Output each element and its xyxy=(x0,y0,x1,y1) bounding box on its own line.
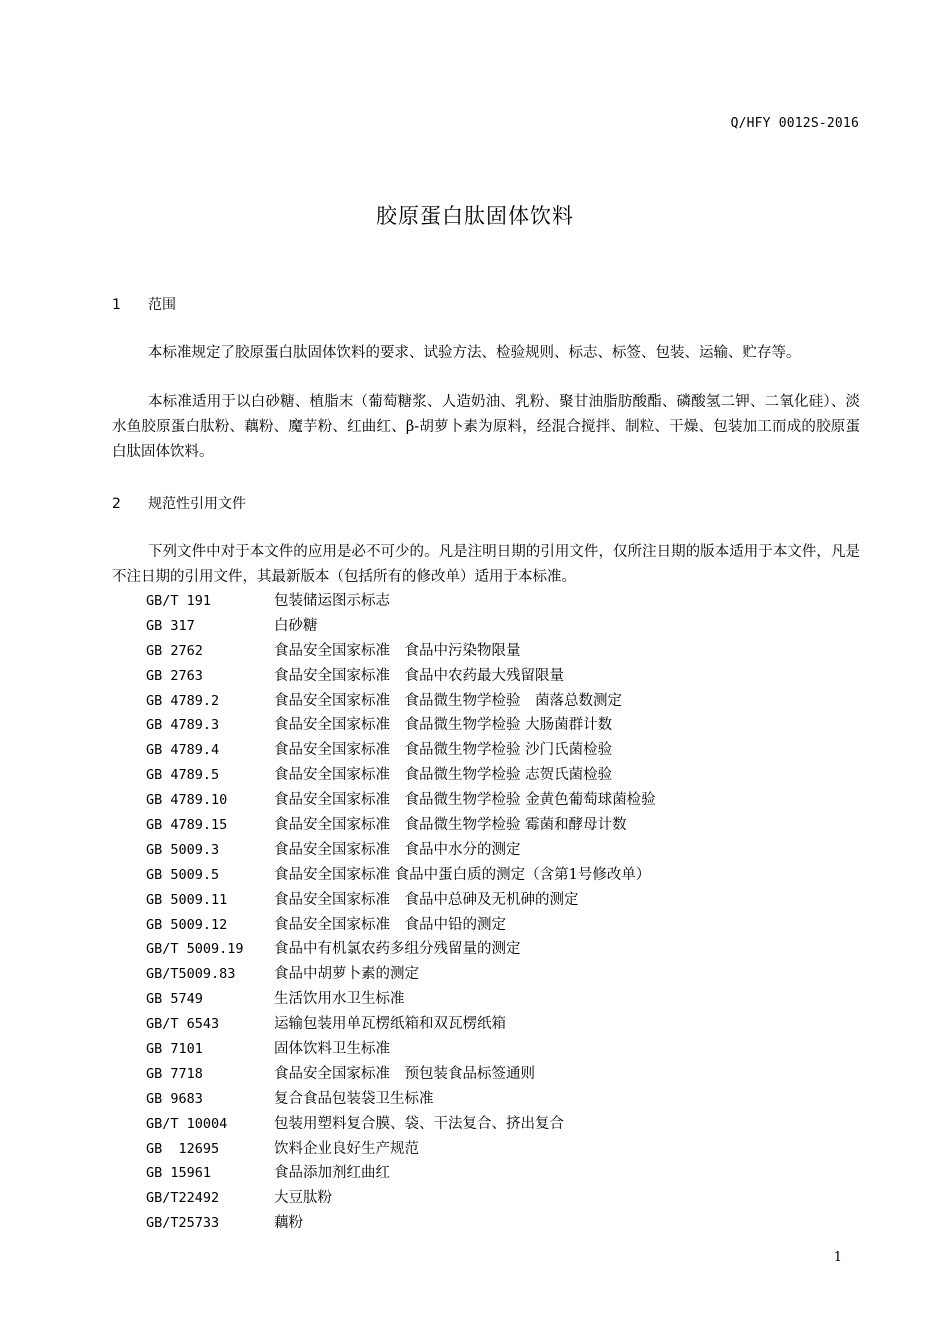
reference-code: GB 5009.12 xyxy=(146,916,228,933)
reference-item xyxy=(146,713,656,738)
reference-code: GB 4789.10 xyxy=(146,792,228,809)
reference-title: 食品安全国家标准 食品中蛋白质的测定（含第1号修改单） xyxy=(274,866,651,883)
reference-code: GB/T 5009.19 xyxy=(146,941,244,958)
reference-code: GB 7101 xyxy=(146,1041,203,1058)
reference-title: 食品安全国家标准 食品中铅的测定 xyxy=(274,916,506,933)
reference-title: 白砂糖 xyxy=(274,617,318,634)
section-title: 规范性引用文件 xyxy=(148,496,246,512)
reference-code: GB 4789.2 xyxy=(146,692,220,709)
reference-code: GB 5009.5 xyxy=(146,866,220,883)
section-number: 1 xyxy=(112,297,121,313)
reference-item xyxy=(146,788,656,813)
reference-title: 食品安全国家标准 食品中总砷及无机砷的测定 xyxy=(274,891,579,908)
section-heading-normative-references xyxy=(112,493,246,513)
reference-title: 包装用塑料复合膜、袋、干法复合、挤出复合 xyxy=(274,1115,564,1132)
reference-code: GB 12695 xyxy=(146,1140,220,1157)
reference-item xyxy=(146,1112,656,1137)
reference-title: 食品安全国家标准 食品微生物学检验 霉菌和酵母计数 xyxy=(274,817,627,834)
reference-title: 食品安全国家标准 食品中污染物限量 xyxy=(274,642,521,659)
reference-list xyxy=(146,589,656,1236)
reference-title: 生活饮用水卫生标准 xyxy=(274,991,405,1008)
reference-title: 食品安全国家标准 食品中农药最大残留限量 xyxy=(274,667,564,684)
reference-code: GB/T22492 xyxy=(146,1190,220,1207)
reference-code: GB 317 xyxy=(146,617,195,634)
reference-item xyxy=(146,888,656,913)
reference-item xyxy=(146,987,656,1012)
reference-code: GB 4789.5 xyxy=(146,767,220,784)
reference-item xyxy=(146,1137,656,1162)
reference-item xyxy=(146,838,656,863)
reference-title: 饮料企业良好生产规范 xyxy=(274,1140,419,1157)
scope-paragraph: 本标准适用于以白砂糖、植脂末（葡萄糖浆、人造奶油、乳粉、聚甘油脂肪酸酯、磷酸氢二钾、二氧化硅）、淡水鱼胶原蛋白肽粉、藕粉、魔芋粉、红曲红、β-胡萝卜素为原料，经混合搅拌、制粒、干燥、包装加工而成的胶原蛋白肽固体饮料。 xyxy=(112,394,860,460)
reference-item xyxy=(146,1211,656,1236)
document-title: 胶原蛋白肽固体饮料 xyxy=(376,204,574,228)
reference-title: 食品安全国家标准 食品中水分的测定 xyxy=(274,841,521,858)
reference-title: 运输包装用单瓦楞纸箱和双瓦楞纸箱 xyxy=(274,1016,506,1033)
reference-title: 食品安全国家标准 食品微生物学检验 大肠菌群计数 xyxy=(274,717,613,734)
reference-code: GB 4789.4 xyxy=(146,742,220,759)
page-number: 1 xyxy=(833,1250,842,1265)
reference-title: 食品添加剂红曲红 xyxy=(274,1165,390,1182)
reference-item xyxy=(146,913,656,938)
reference-item xyxy=(146,863,656,888)
reference-title: 固体饮料卫生标准 xyxy=(274,1041,390,1058)
reference-item xyxy=(146,1161,656,1186)
reference-code: GB 4789.15 xyxy=(146,817,228,834)
section-number: 2 xyxy=(112,496,121,512)
reference-code: GB 5009.3 xyxy=(146,841,220,858)
document-code: Q/HFY 0012S-2016 xyxy=(730,116,859,131)
reference-code: GB 4789.3 xyxy=(146,717,220,734)
reference-item xyxy=(146,1037,656,1062)
reference-item xyxy=(146,589,656,614)
reference-item xyxy=(146,738,656,763)
reference-code: GB/T 6543 xyxy=(146,1016,220,1033)
reference-title: 食品中胡萝卜素的测定 xyxy=(274,966,419,983)
reference-code: GB/T25733 xyxy=(146,1215,220,1232)
reference-item xyxy=(146,1062,656,1087)
reference-code: GB 5749 xyxy=(146,991,203,1008)
reference-item xyxy=(146,689,656,714)
section-heading-scope xyxy=(112,294,176,314)
reference-item xyxy=(146,639,656,664)
reference-code: GB 15961 xyxy=(146,1165,212,1182)
reference-item xyxy=(146,1012,656,1037)
references-intro-paragraph: 下列文件中对于本文件的应用是必不可少的。凡是注明日期的引用文件，仅所注日期的版本适用于本文件，凡是不注日期的引用文件，其最新版本（包括所有的修改单）适用于本标准。 xyxy=(112,544,860,585)
reference-title: 食品安全国家标准 食品微生物学检验 菌落总数测定 xyxy=(274,692,622,709)
reference-title: 大豆肽粉 xyxy=(274,1190,332,1207)
reference-title: 食品安全国家标准 预包装食品标签通则 xyxy=(274,1065,535,1082)
reference-code: GB 9683 xyxy=(146,1090,203,1107)
reference-code: GB 2762 xyxy=(146,642,203,659)
reference-item xyxy=(146,962,656,987)
reference-item xyxy=(146,1087,656,1112)
reference-code: GB/T 191 xyxy=(146,593,212,609)
reference-item xyxy=(146,1186,656,1211)
reference-title: 包装储运图示标志 xyxy=(274,593,390,609)
reference-item xyxy=(146,664,656,689)
reference-title: 藕粉 xyxy=(274,1215,303,1232)
reference-code: GB/T 10004 xyxy=(146,1115,228,1132)
reference-item xyxy=(146,763,656,788)
reference-title: 食品安全国家标准 食品微生物学检验 志贺氏菌检验 xyxy=(274,767,613,784)
reference-title: 复合食品包装袋卫生标准 xyxy=(274,1090,434,1107)
reference-code: GB/T5009.83 xyxy=(146,966,236,983)
reference-code: GB 5009.11 xyxy=(146,891,228,908)
section-title: 范围 xyxy=(148,297,176,313)
reference-title: 食品安全国家标准 食品微生物学检验 金黄色葡萄球菌检验 xyxy=(274,792,656,809)
reference-code: GB 7718 xyxy=(146,1065,203,1082)
reference-title: 食品中有机氯农药多组分残留量的测定 xyxy=(274,941,521,958)
reference-item xyxy=(146,813,656,838)
reference-title: 食品安全国家标准 食品微生物学检验 沙门氏菌检验 xyxy=(274,742,613,759)
scope-paragraph: 本标准规定了胶原蛋白肽固体饮料的要求、试验方法、检验规则、标志、标签、包装、运输、贮存等。 xyxy=(148,345,801,361)
reference-item xyxy=(146,614,656,639)
reference-item xyxy=(146,937,656,962)
reference-code: GB 2763 xyxy=(146,667,203,684)
